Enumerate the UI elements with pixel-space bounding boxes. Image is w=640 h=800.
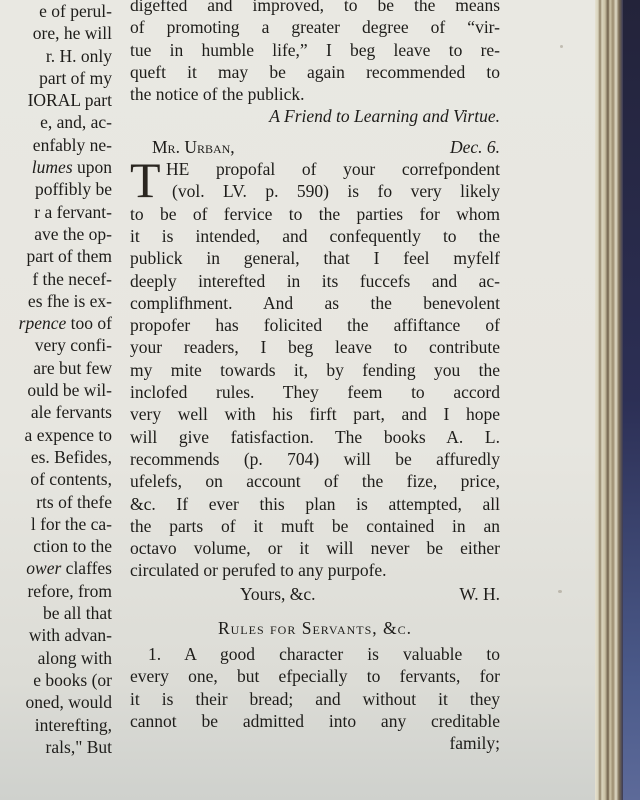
text-line: of contents, xyxy=(30,469,112,490)
letter-closing xyxy=(130,583,500,605)
text-line: your readers, I beg leave to contribute xyxy=(130,337,500,358)
text-line: ore, he will xyxy=(32,23,112,44)
text-line: ction to the xyxy=(33,536,112,557)
text-line: e of perul- xyxy=(39,1,112,21)
text-line: e books (or xyxy=(33,669,112,690)
text-line: 1. A good character is valuable to xyxy=(148,644,500,665)
text-line: lumes upon xyxy=(31,157,112,178)
paper-stain xyxy=(560,45,563,48)
letter-body xyxy=(130,152,500,582)
text-line: &c. If ever this plan is attempted, all xyxy=(130,493,500,514)
text-line: it is intended, and confequently to the xyxy=(130,225,500,246)
text-line: rpence too of xyxy=(18,313,112,334)
text-line: my mite towards it, by fending you the xyxy=(130,359,500,380)
text-line: very confi- xyxy=(34,335,112,356)
text-line: rts of thefe xyxy=(36,491,112,512)
text-line: the notice of the publick. xyxy=(130,84,305,105)
opening-signature: A Friend to Learning and Virtue. xyxy=(269,106,500,127)
salutation: Mr. Urban, xyxy=(152,136,235,157)
text-line: of promoting a greater degree of “vir- xyxy=(130,17,500,38)
text-line: family; xyxy=(449,733,500,754)
text-line: part of them xyxy=(26,246,112,267)
text-line: complifhment. And as the benevolent xyxy=(130,292,500,313)
text-line: very well with his firft part, and I hope xyxy=(130,404,500,425)
paper-stain xyxy=(558,590,562,593)
text-line: rals," But xyxy=(45,736,112,757)
text-line: every one, but efpecially to fervants, for xyxy=(130,666,500,687)
text-line: interefting, xyxy=(34,714,112,735)
text-line: digefted and improved, to be the means xyxy=(130,0,500,15)
text-line: enfably ne- xyxy=(32,134,112,155)
text-line: HE propofal of your correfpondent xyxy=(166,159,500,180)
text-line: ower claffes xyxy=(26,558,112,579)
text-line: it is their bread; and without it they xyxy=(130,688,500,709)
text-line: along with xyxy=(37,647,112,668)
text-line: (vol. LV. p. 590) is fo very likely xyxy=(172,181,500,202)
text-line: es. Befides, xyxy=(30,446,112,467)
text-line: es fhe is ex- xyxy=(27,290,112,311)
text-line: IORAL part xyxy=(27,90,112,111)
left-column-text xyxy=(0,0,112,758)
text-line: octavo volume, or it will never be either xyxy=(130,538,500,559)
text-line: with advan- xyxy=(28,625,112,646)
text-line: oned, would xyxy=(25,692,112,713)
text-line: will give fatisfaction. The books A. L. xyxy=(130,426,500,447)
italic-text: rpence xyxy=(18,313,67,334)
text-line: part of my xyxy=(39,67,112,88)
text-line: poffibly be xyxy=(35,179,112,200)
text-line: refore, from xyxy=(27,580,112,601)
section-title: Rules for Servants, &c. xyxy=(217,618,413,639)
text-line: f the necef- xyxy=(32,268,112,289)
text-line: deeply interefted in its fuccefs and ac- xyxy=(130,270,500,291)
letter-date: Dec. 6. xyxy=(449,136,500,157)
page-edge-binding xyxy=(595,0,623,800)
text-line: to be of fervice to the parties for whom xyxy=(130,203,500,224)
signature: W. H. xyxy=(459,583,500,604)
text-line: ale fervants xyxy=(30,402,112,423)
text-line: a expence to xyxy=(24,424,112,445)
text-line: e, and, ac- xyxy=(40,112,112,133)
text-line: r a fervant- xyxy=(34,201,112,222)
text-line: r. H. only xyxy=(45,45,112,66)
text-line: ufelefs, on account of the fize, price, xyxy=(130,471,500,492)
letter-heading xyxy=(130,136,500,158)
drop-cap: T xyxy=(130,152,161,209)
text-line: tue in humble life,” I beg leave to re- xyxy=(130,39,500,60)
rules-paragraph xyxy=(130,643,500,754)
text-line: are but few xyxy=(33,357,112,378)
background-cloth xyxy=(623,0,640,800)
text-line: ould be wil- xyxy=(27,380,112,401)
text-line: propofer has folicited the affiftance of xyxy=(130,315,500,336)
right-column-text xyxy=(130,0,500,755)
text-line: publick in general, that I feel myfelf xyxy=(130,248,500,269)
text-line: cannot be admitted into any creditable xyxy=(130,710,500,731)
text-line: recommends (p. 704) will be affuredly xyxy=(130,448,500,469)
closing: Yours, &c. xyxy=(240,583,316,604)
text-line: l for the ca- xyxy=(30,513,112,534)
text-line: inclofed rules. They feem to accord xyxy=(130,382,500,403)
text-line: ave the op- xyxy=(34,223,112,244)
italic-text: lumes xyxy=(31,157,73,178)
opening-paragraph xyxy=(130,0,500,128)
text-line: the parts of it muft be contained in an xyxy=(130,515,500,536)
italic-text: ower xyxy=(26,558,62,579)
text-line: circulated or perufed to any purpofe. xyxy=(130,560,387,581)
text-line: queft it may be again recommended to xyxy=(130,61,500,82)
text-line: be all that xyxy=(42,603,112,624)
